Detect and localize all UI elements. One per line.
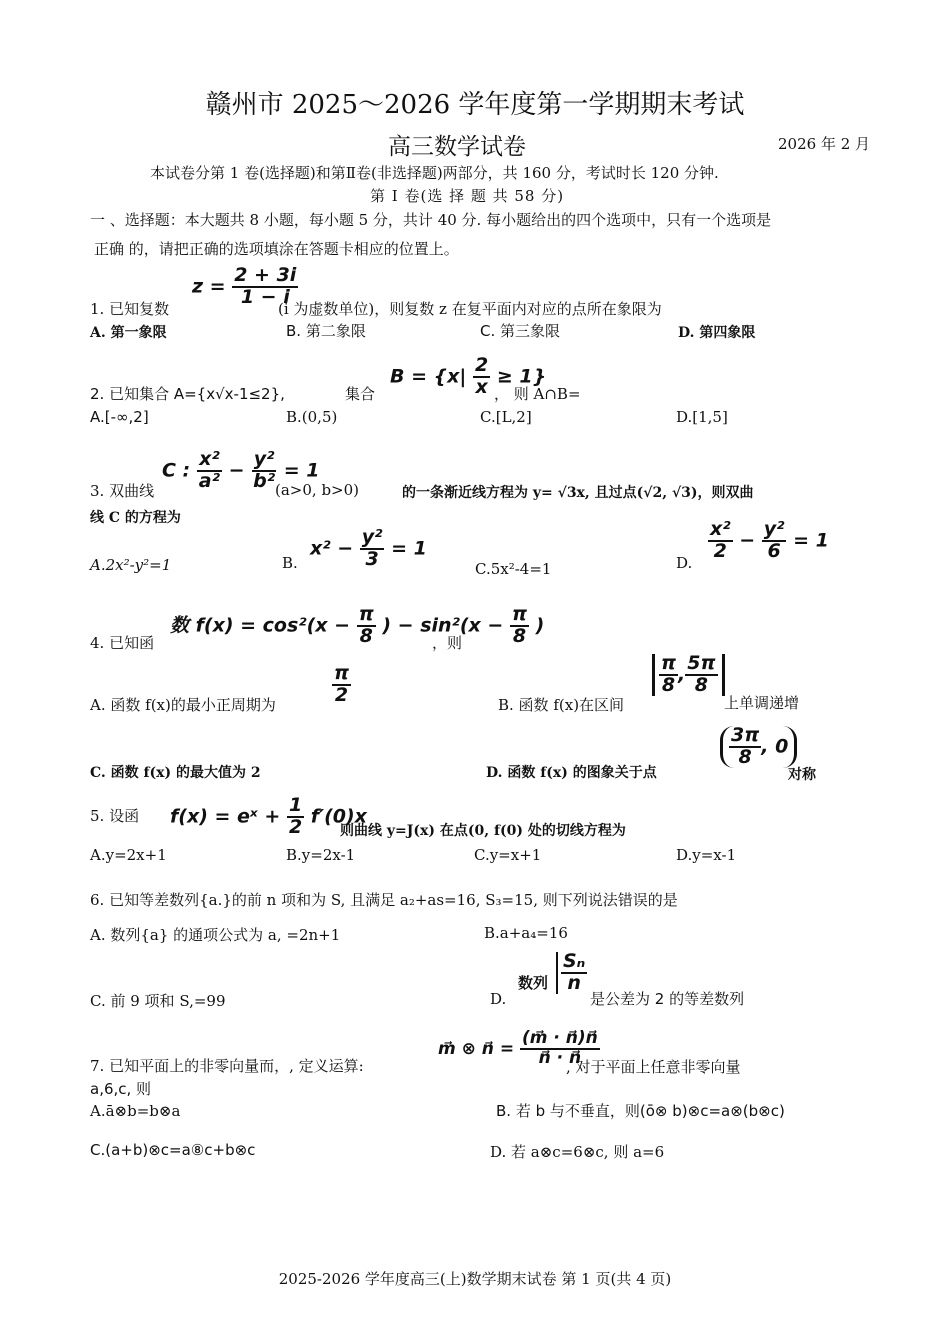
q6-option-d-pre: 数列 bbox=[518, 974, 549, 992]
q4-option-a-text: A. 函数 f(x)的最小正周期为 bbox=[90, 696, 276, 714]
q7-option-c: C.(a+b)⊗c=a⑧c+b⊗c bbox=[90, 1141, 256, 1159]
q4-stem-b: ，则 bbox=[432, 634, 463, 652]
q3-option-b-num: y² bbox=[361, 526, 383, 548]
q3-formula-eq: = 1 bbox=[283, 459, 320, 482]
q4-formula-pi-2: π bbox=[511, 603, 527, 625]
q2-formula-num: 2 bbox=[474, 354, 489, 376]
q3-option-d-d2: 6 bbox=[767, 539, 781, 562]
q3-stem-d: 线 C 的方程为 bbox=[90, 510, 181, 526]
q5-stem-b: 则曲线 y=J(x) 在点(0, f(0) 处的切线方程为 bbox=[340, 823, 626, 839]
q2-option-d: D.[1,5] bbox=[676, 408, 728, 426]
q4-option-d-den: 8 bbox=[738, 745, 752, 768]
q3-option-d-n1: x² bbox=[710, 518, 731, 540]
q2-stem-a: 2. 已知集合 A={x√x-1≤2}, bbox=[90, 385, 285, 403]
q1-formula-lhs: z = bbox=[192, 275, 226, 298]
q3-option-b-den: 3 bbox=[365, 547, 379, 570]
q3-option-b-tail: = 1 bbox=[391, 537, 427, 560]
part-instruction-2: 正确 的，请把正确的选项填涂在答题卡相应的位置上。 bbox=[94, 240, 459, 258]
q4-formula-a: 数 f(x) = cos²(x − bbox=[170, 614, 351, 637]
q5-option-c: C.y=x+1 bbox=[474, 846, 542, 864]
q4-option-b-tail: 上单调递增 bbox=[724, 694, 800, 712]
q4-option-b-interval: $\frac{\pi}{8}$ , $\frac{5\pi}{8}$ bbox=[652, 654, 725, 696]
q3-option-a: A.2x²-y²=1 bbox=[90, 556, 172, 574]
q2-formula-a: B = {x| bbox=[390, 365, 467, 388]
q1-option-b: B. 第二象限 bbox=[286, 322, 366, 340]
q7-formula-den: n⃗ · n⃗ bbox=[538, 1047, 582, 1068]
q3-option-d-tail: = 1 bbox=[793, 529, 829, 552]
q6-option-d-num: Sₙ bbox=[563, 950, 586, 972]
q4-option-d-zero: , 0 bbox=[761, 735, 789, 758]
q3-option-b-lead: x² − bbox=[310, 537, 354, 560]
q4-option-b-d1: 8 bbox=[661, 673, 676, 696]
q4-option-d-tail: 对称 bbox=[788, 767, 816, 783]
q4-formula-8-2: 8 bbox=[512, 624, 527, 647]
part-instruction-1: 一 、选择题：本大题共 8 小题，每小题 5 分，共计 40 分. 每小题给出的四个选项中，只有一个选项是 bbox=[90, 211, 772, 229]
q3-option-d-formula: $\frac{\text{x²}}{2}$ − $\frac{\text{y²}}{6}$ = 1 bbox=[710, 518, 829, 562]
q5-formula-a: f(x) = eˣ + bbox=[170, 805, 281, 828]
exam-intro: 本试卷分第 1 卷(选择题)和第Ⅱ卷(非选择题)两部分，共 160 分，考试时长 120 分钟. bbox=[150, 164, 719, 182]
q4-formula bbox=[170, 605, 544, 647]
q3-option-d-d1: 2 bbox=[713, 539, 727, 562]
q6-option-a: A. 数列{a} 的通项公式为 a, =2n+1 bbox=[90, 926, 341, 944]
q4-option-c: C. 函数 f(x) 的最大值为 2 bbox=[90, 765, 261, 781]
q5-option-b: B.y=2x-1 bbox=[286, 846, 356, 864]
q4-option-d-point bbox=[720, 726, 797, 768]
q6-option-d-tail: 是公差为 2 的等差数列 bbox=[590, 990, 745, 1008]
q7-stem-a: 7. 已知平面上的非零向量而，, 定义运算: bbox=[90, 1057, 364, 1075]
q7-formula-num: (m⃗ · n⃗)n⃗ bbox=[521, 1028, 598, 1048]
q5-formula-num: 1 bbox=[288, 794, 303, 816]
q2-stem-b: 集合 bbox=[345, 385, 376, 403]
q5-stem-a: 5. 设函 bbox=[90, 807, 140, 825]
exam-date: 2026 年 2 月 bbox=[778, 135, 871, 153]
q1-option-c: C. 第三象限 bbox=[480, 322, 561, 340]
q6-option-d-den: n bbox=[567, 971, 581, 994]
q3-option-b-formula bbox=[310, 528, 427, 570]
q4-formula-8-1: 8 bbox=[359, 624, 373, 647]
exam-subtitle: 高三数学试卷 bbox=[388, 134, 526, 160]
section-title: 第 Ⅰ 卷(选 择 题 共 58 分) bbox=[370, 187, 565, 205]
q4-option-d-num: 3π bbox=[731, 724, 760, 746]
q3-option-d-n2: y² bbox=[763, 518, 785, 540]
q2-formula-b: ≥ 1} bbox=[496, 365, 547, 388]
q3-option-d-label: D. bbox=[676, 554, 693, 572]
q3-option-b-label: B. bbox=[282, 554, 298, 572]
q4-formula-c: ) bbox=[535, 614, 545, 637]
q2-option-a: A.[-∞,2] bbox=[90, 408, 149, 426]
q1-option-a: A. 第一象限 bbox=[90, 325, 167, 341]
q6-option-c: C. 前 9 项和 S,=99 bbox=[90, 992, 226, 1010]
q1-stem-b: (i 为虚数单位)，则复数 z 在复平面内对应的点所在象限为 bbox=[278, 300, 662, 318]
q1-formula-num: 2 + 3i bbox=[234, 264, 297, 286]
q3-formula-n1: x² bbox=[199, 448, 220, 470]
q4-option-a-den: 2 bbox=[334, 683, 349, 706]
q6-option-b: B.a+a₄=16 bbox=[484, 924, 568, 942]
q4-formula-pi-1: π bbox=[358, 603, 374, 625]
q3-formula-d2: b² bbox=[253, 469, 276, 492]
q5-option-d: D.y=x-1 bbox=[676, 846, 737, 864]
q3-stem-c: 的一条渐近线方程为 y= √3x, 且过点(√2, √3)，则双曲 bbox=[402, 485, 754, 501]
q2-option-c: C.[L,2] bbox=[480, 408, 532, 426]
q7-option-b: B. 若 b 与不垂直，则(ō⊗ b)⊗c=a⊗(b⊗c) bbox=[496, 1102, 785, 1120]
q7-formula-lhs: m⃗ ⊗ n⃗ = bbox=[438, 1038, 515, 1059]
q2-option-b: B.(0,5) bbox=[286, 408, 338, 426]
q4-option-b-text: B. 函数 f(x)在区间 bbox=[498, 696, 625, 714]
q2-stem-c: ， 则 A∩B= bbox=[494, 385, 581, 403]
q3-stem-a: 3. 双曲线 bbox=[90, 482, 155, 500]
q1-option-d: D. 第四象限 bbox=[678, 325, 756, 341]
q4-option-d-text: D. 函数 f(x) 的图象关于点 bbox=[486, 765, 657, 781]
q3-formula-d1: a² bbox=[198, 469, 220, 492]
q7-option-a: A.ā⊗b=b⊗a bbox=[90, 1102, 181, 1120]
q1-stem-a: 1. 已知复数 bbox=[90, 300, 170, 318]
q4-option-b-n2: 5π bbox=[687, 652, 716, 674]
q5-option-a: A.y=2x+1 bbox=[90, 846, 167, 864]
q4-option-b-d2: 8 bbox=[694, 673, 708, 696]
q4-stem-a: 4. 已知函 bbox=[90, 634, 155, 652]
q4-option-b-n1: π bbox=[661, 652, 677, 674]
q7-option-d: D. 若 a⊗c=6⊗c, 则 a=6 bbox=[490, 1143, 665, 1161]
q5-formula-b: f′(0)x bbox=[310, 805, 367, 828]
q1-formula-den: 1 − i bbox=[240, 285, 290, 308]
q6-stem: 6. 已知等差数列{a.}的前 n 项和为 S, 且满足 a₂+as=16, S₃=15, 则下列说法错误的是 bbox=[90, 891, 678, 909]
exam-title: 赣州市 2025～2026 学年度第一学期期末考试 bbox=[205, 90, 745, 120]
page-footer: 2025-2026 学年度高三(上)数学期末试卷 第 1 页(共 4 页) bbox=[278, 1270, 672, 1288]
q7-stem-b: , 对于平面上任意非零向量 bbox=[566, 1058, 741, 1076]
q4-formula-b: ) − sin²(x − bbox=[382, 614, 504, 637]
q5-formula-den: 2 bbox=[288, 815, 303, 838]
q3-option-c: C.5x²-4=1 bbox=[475, 560, 552, 578]
q4-option-a-num: π bbox=[334, 662, 350, 684]
q3-formula: C : $\frac{\text{x²}}{\text{a²}}$ − $\frac{\text{y²}}{\text{b²}}$ = 1 bbox=[162, 448, 320, 492]
q3-stem-b: (a>0, b>0) bbox=[275, 481, 360, 499]
q6-option-d-label: D. bbox=[490, 990, 507, 1008]
q3-formula-c: C : bbox=[162, 459, 191, 482]
q6-option-d-fraction bbox=[556, 952, 587, 994]
q2-formula-den: x bbox=[475, 375, 488, 398]
q3-formula-n2: y² bbox=[253, 448, 275, 470]
q7-stem-c: a,6,c, 则 bbox=[90, 1080, 152, 1098]
q4-option-a-formula bbox=[332, 664, 351, 706]
q5-formula bbox=[170, 796, 367, 838]
